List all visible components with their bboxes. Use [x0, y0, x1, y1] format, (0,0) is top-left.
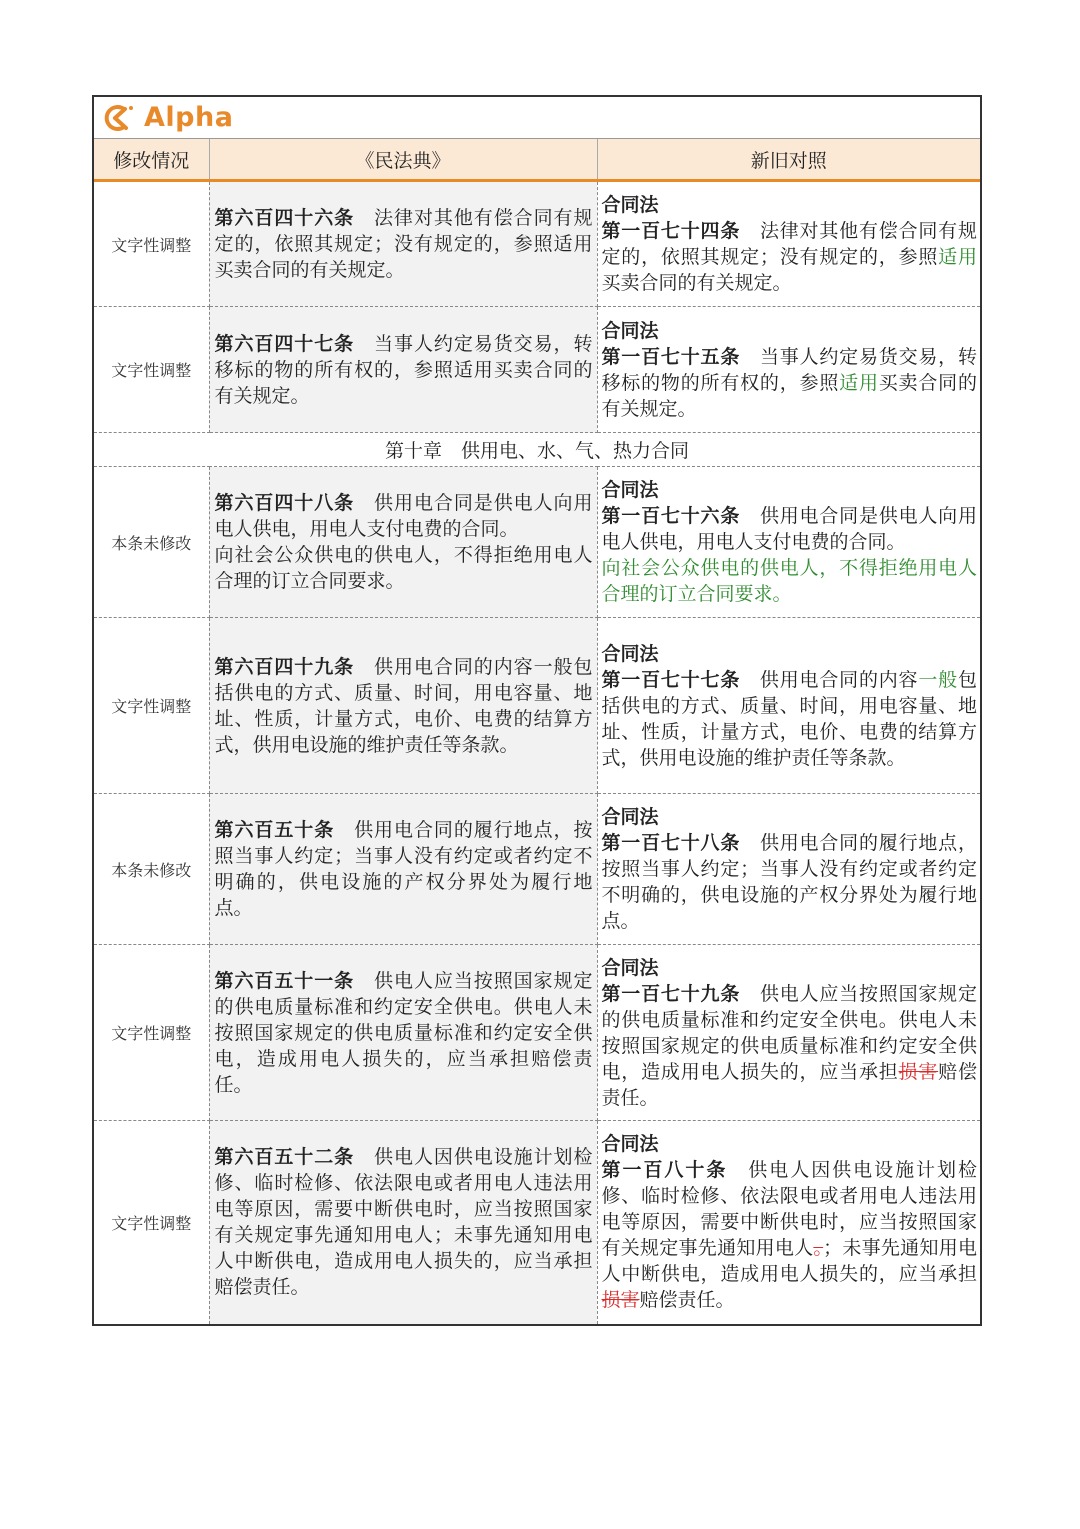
old-article-number: 第一百七十八条 [601, 832, 741, 854]
inserted-text: 一般 [918, 668, 958, 691]
table-row [94, 181, 980, 307]
comparison-cell [597, 467, 980, 618]
row-status: 文字性调整 [94, 618, 209, 794]
old-article-text: 供用电合同的履行地点，按照当事人约定；当事人没有约定或者约定不明确的，供电设施的产权分界处为履行地点。 [601, 832, 977, 932]
civil-article-number: 第六百五十条 [214, 819, 335, 841]
old-article-number: 第一百七十七条 [601, 668, 741, 691]
alpha-logo-icon [102, 103, 134, 133]
civil-code-cell [209, 945, 597, 1121]
table-row [94, 467, 980, 618]
old-article-number: 第一百七十六条 [601, 505, 741, 527]
row-status: 文字性调整 [94, 181, 209, 307]
civil-article-number: 第六百五十二条 [214, 1146, 355, 1169]
civil-article-text: 向社会公众供电的供电人，不得拒绝用电人合理的订立合同要求。 [214, 544, 593, 592]
comparison-cell [597, 618, 980, 794]
source-law-label: 合同法 [601, 1133, 659, 1156]
source-law-label: 合同法 [601, 194, 659, 216]
row-status: 本条未修改 [94, 794, 209, 945]
source-law-label: 合同法 [601, 479, 659, 501]
civil-article-text: 供用电合同是供电人向用电人供电，用电人支付电费的合同。 [214, 492, 593, 540]
civil-code-cell [209, 794, 597, 945]
deleted-text: 损害 [898, 1060, 939, 1083]
civil-article-text: 供电人因供电设施计划检修、临时检修、依法限电或者用电人违法用电等原因，需要中断供电时，应当按照国家有关规定事先通知用电人；未事先通知用电人中断供电，造成用电人损失的，应当承担赔偿责任。 [214, 1146, 593, 1299]
brand-name: Alpha [144, 102, 234, 133]
civil-article-text: 当事人约定易货交易，转移标的物的所有权的，参照适用买卖合同的有关规定。 [214, 332, 593, 407]
old-article-text: ；未事先通知用电人中断供电，造成用电人损失的，应当承担 [601, 1237, 977, 1286]
civil-code-cell [209, 181, 597, 307]
old-article-text: 买卖合同的有关规定。 [601, 371, 977, 420]
comparison-cell [597, 1121, 980, 1324]
source-law-label: 合同法 [601, 319, 659, 342]
comparison-table [94, 139, 980, 1324]
chapter-heading: 第十章 供用电、水、气、热力合同 [94, 433, 980, 467]
old-article-text: 包括供电的方式、质量、时间，用电容量、地址、性质，计量方式，电价、电费的结算方式，供用电设施的维护责任等条款。 [601, 668, 977, 769]
civil-article-text: 法律对其他有偿合同有规定的，依照其规定；没有规定的，参照适用买卖合同的有关规定。 [214, 207, 593, 281]
civil-article-number: 第六百四十七条 [214, 332, 355, 355]
comparison-cell [597, 181, 980, 307]
header-civil-code: 《民法典》 [209, 139, 597, 181]
row-status: 文字性调整 [94, 1121, 209, 1324]
civil-article-number: 第六百四十八条 [214, 492, 355, 514]
row-status: 文字性调整 [94, 307, 209, 433]
deleted-text: 。 [813, 1237, 824, 1260]
table-row [94, 794, 980, 945]
header-comparison: 新旧对照 [597, 139, 980, 181]
civil-article-number: 第六百四十六条 [214, 207, 355, 229]
old-article-text: 赔偿责任。 [601, 1060, 977, 1109]
old-article-text: 供用电合同是供电人向用电人供电，用电人支付电费的合同。 [601, 505, 977, 553]
deleted-text: 损害 [601, 1289, 640, 1312]
civil-article-number: 第六百四十九条 [214, 655, 355, 678]
old-article-number: 第一百七十四条 [601, 220, 741, 242]
comparison-document [92, 95, 982, 1326]
old-article-number: 第一百七十九条 [601, 982, 741, 1005]
civil-code-cell [209, 1121, 597, 1324]
old-article-text: 供用电合同的内容 [740, 668, 919, 691]
old-article-number: 第一百七十五条 [601, 345, 741, 368]
table-header-row [94, 139, 980, 181]
row-status: 本条未修改 [94, 467, 209, 618]
old-article-text: 当事人约定易货交易，转移标的物的所有权的，参照 [601, 345, 977, 394]
civil-article-text: 供用电合同的内容一般包括供电的方式、质量、时间，用电容量、地址、性质，计量方式，电价、电费的结算方式，供用电设施的维护责任等条款。 [214, 655, 593, 756]
old-article-text: 赔偿责任。 [639, 1289, 735, 1312]
row-status: 文字性调整 [94, 945, 209, 1121]
table-row [94, 945, 980, 1121]
old-article-text: 供电人因供电设施计划检修、临时检修、依法限电或者用电人违法用电等原因，需要中断供电时，应当按照国家有关规定事先通知用电人 [601, 1159, 977, 1260]
old-article-text: 法律对其他有偿合同有规定的，依照其规定；没有规定的，参照 [601, 220, 977, 268]
table-row [94, 307, 980, 433]
source-law-label: 合同法 [601, 956, 659, 979]
civil-code-cell [209, 618, 597, 794]
civil-article-number: 第六百五十一条 [214, 969, 355, 992]
source-law-label: 合同法 [601, 806, 659, 828]
inserted-text: 适用 [839, 371, 879, 394]
comparison-cell [597, 307, 980, 433]
brand-header [94, 97, 980, 139]
old-article-number: 第一百八十条 [601, 1159, 728, 1182]
old-article-text: 供电人应当按照国家规定的供电质量标准和约定安全供电。供电人未按照国家规定的供电质量标准和约定安全供电，造成用电人损失的，应当承担 [601, 982, 977, 1083]
civil-code-cell [209, 307, 597, 433]
civil-article-text: 供用电合同的履行地点，按照当事人约定；当事人没有约定或者约定不明确的，供电设施的产权分界处为履行地点。 [214, 819, 593, 919]
table-row [94, 1121, 980, 1324]
source-law-label: 合同法 [601, 642, 659, 665]
civil-code-cell [209, 467, 597, 618]
comparison-cell [597, 945, 980, 1121]
civil-article-text: 供电人应当按照国家规定的供电质量标准和约定安全供电。供电人未按照国家规定的供电质量标准和约定安全供电，造成用电人损失的，应当承担赔偿责任。 [214, 969, 593, 1096]
header-status: 修改情况 [94, 139, 209, 181]
inserted-text: 向社会公众供电的供电人，不得拒绝用电人合理的订立合同要求。 [601, 557, 977, 605]
comparison-cell [597, 794, 980, 945]
old-article-text: 买卖合同的有关规定。 [601, 272, 792, 294]
inserted-text: 适用 [938, 246, 977, 268]
chapter-row [94, 433, 980, 467]
table-row [94, 618, 980, 794]
